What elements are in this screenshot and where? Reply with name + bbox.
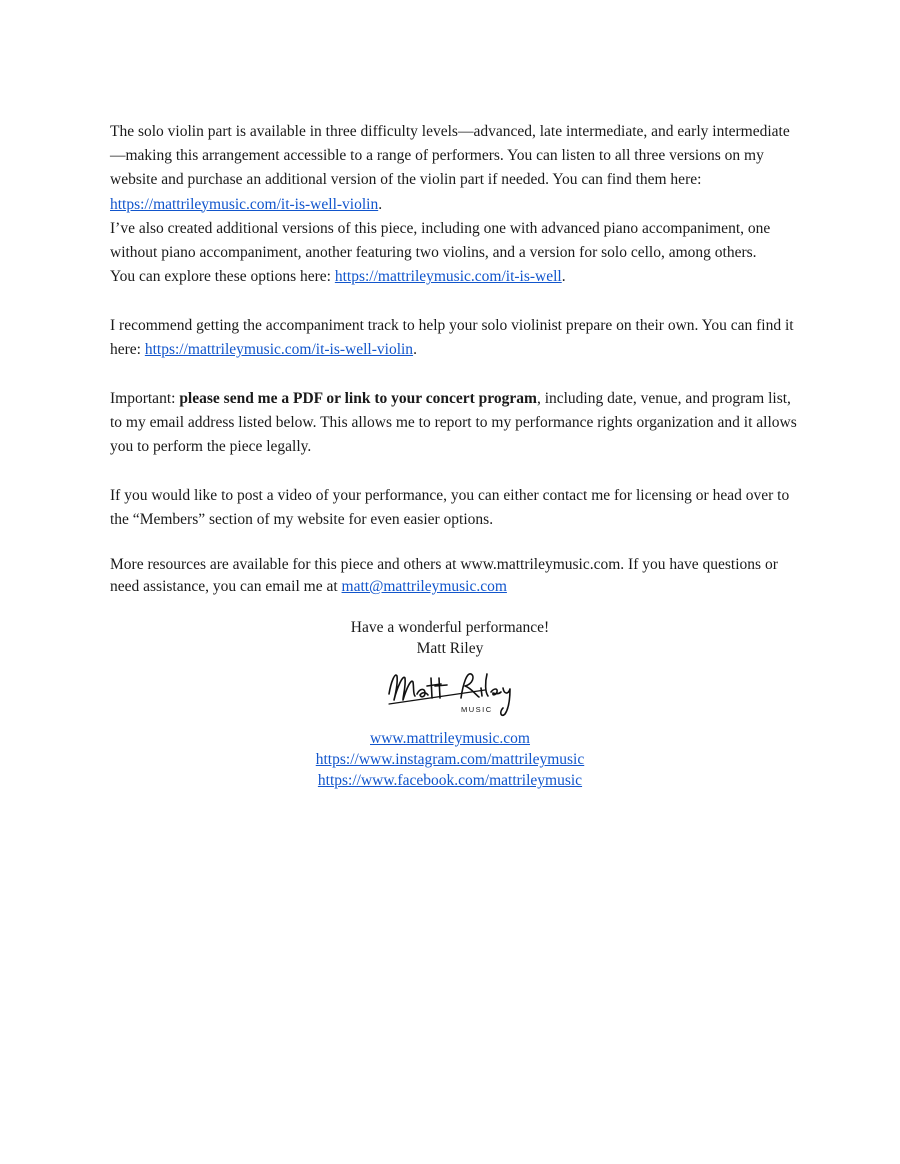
punctuation: .: [378, 195, 383, 213]
signature-tag: MUSIC: [461, 705, 493, 714]
footer-links: [0, 728, 900, 791]
paragraph-video: [110, 484, 800, 532]
website-link[interactable]: www.mattrileymusic.com: [370, 730, 530, 747]
facebook-link[interactable]: https://www.facebook.com/mattrileymusic: [317, 772, 583, 789]
punctuation: .: [561, 268, 566, 286]
closing-block: [0, 618, 900, 659]
violin-versions-link[interactable]: https://mattrileymusic.com/it-is-well-violin: [110, 195, 379, 213]
accompaniment-link[interactable]: https://mattrileymusic.com/it-is-well-violin: [144, 341, 414, 359]
important-bold-text: please send me a PDF or link to your concert program: [179, 390, 537, 407]
paragraph-text: More resources are available for this piece and others at www.mattrileymusic.com. If you have questions or need assistance, you can email me at: [110, 556, 778, 595]
important-label: Important:: [110, 390, 180, 407]
punctuation: .: [413, 341, 417, 359]
paragraph-important: [110, 387, 800, 460]
instagram-link[interactable]: https://www.instagram.com/mattrileymusic: [315, 751, 585, 768]
paragraph-violin-levels: [110, 120, 800, 217]
paragraph-text: , including date, venue, and program list, to my email address listed below. This allows me to report to my performance rights organization and it allows you to perform the piece legally.: [110, 390, 797, 456]
paragraph-text: The solo violin part is available in three difficulty levels—advanced, late intermediate, and early intermediate—making this arrangement accessible to a range of performers. You can listen to all three versions on my website and purchase an additional version of the violin part if needed. You can find them here:: [110, 123, 790, 189]
paragraph-text: I’ve also created additional versions of this piece, including one with advanced piano accompaniment, one without piano accompaniment, another featuring two violins, and a version for solo cello, among others.: [110, 220, 771, 262]
paragraph-text: You can explore these options here:: [110, 268, 335, 286]
paragraph-additional-versions: [110, 217, 800, 290]
signature-logo: [375, 664, 525, 722]
closing-line: Have a wonderful performance!: [350, 619, 550, 636]
paragraph-text: I recommend getting the accompaniment track to help your solo violinist prepare on their own. You can find it here:: [110, 317, 794, 359]
closing-name: Matt Riley: [416, 639, 484, 657]
paragraph-resources: [110, 554, 800, 598]
all-versions-link[interactable]: https://mattrileymusic.com/it-is-well: [334, 268, 562, 286]
paragraph-text: If you would like to post a video of your performance, you can either contact me for licensing or head over to the “Members” section of my website for even easier options.: [110, 487, 790, 529]
paragraph-accompaniment: [110, 314, 800, 362]
email-link[interactable]: matt@mattrileymusic.com: [341, 578, 507, 595]
